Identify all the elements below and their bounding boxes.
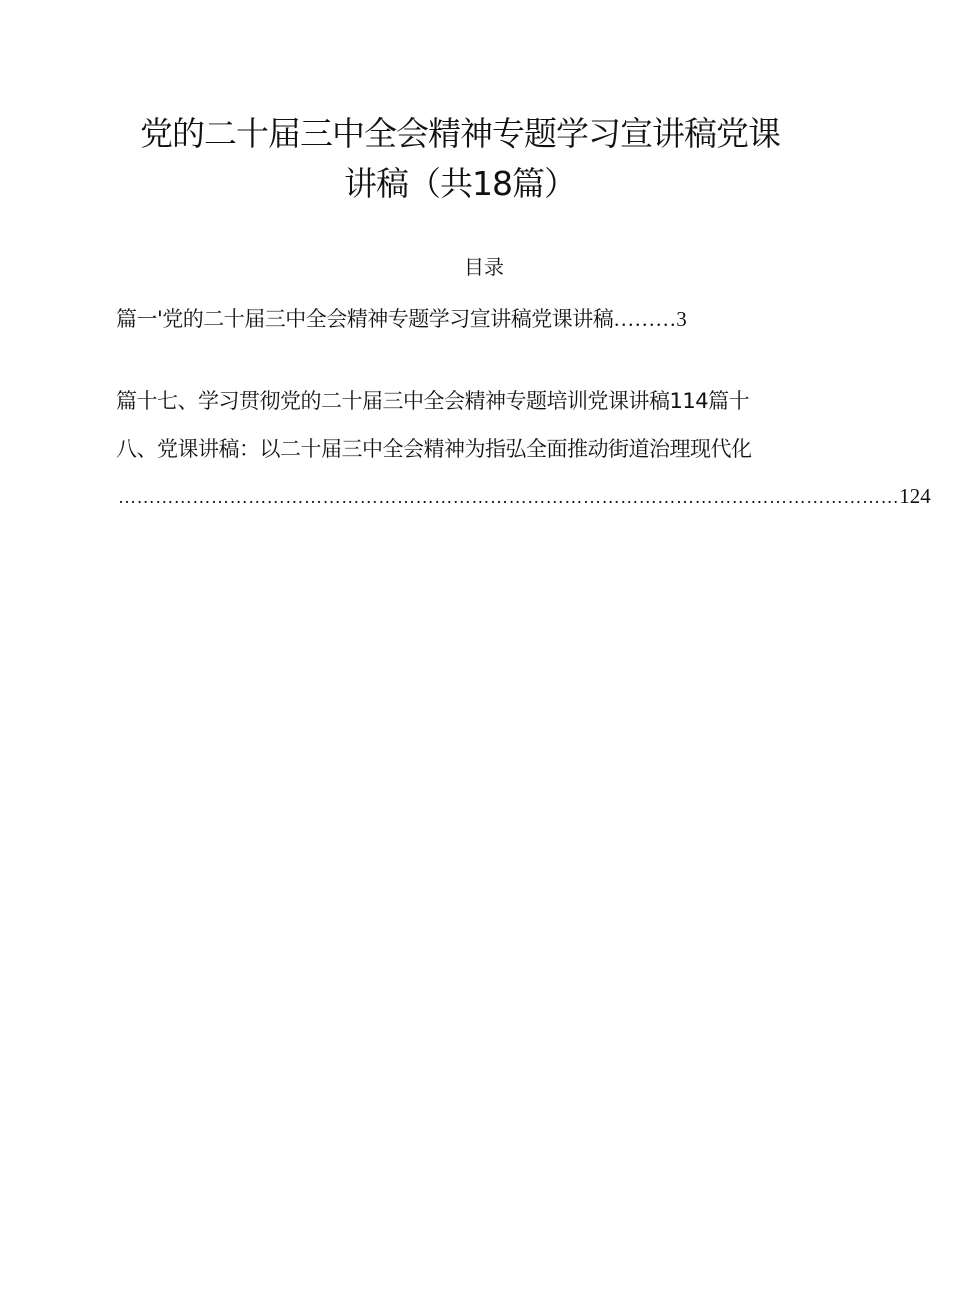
toc-entry-2-line-1[interactable]: 篇十七、学习贯彻党的二十届三中全会精神专题培训党课讲稿114篇十 — [116, 389, 750, 413]
document-title-line-1: 党的二十届三中全会精神专题学习宣讲稿党课 — [140, 114, 780, 153]
toc-entry-1[interactable] — [116, 304, 687, 334]
toc-entry-1-leader: ……… — [613, 307, 677, 331]
toc-entry-2-leader-line[interactable] — [118, 481, 931, 512]
document-title-line-2: 讲稿（共18篇） — [344, 164, 576, 203]
toc-heading: 目录 — [464, 255, 504, 279]
toc-entry-1-page: 3 — [676, 307, 687, 331]
toc-entry-2-leader: ……………………………………………………………………………………………………………… — [118, 487, 900, 507]
toc-entry-2-page: 124 — [899, 484, 931, 508]
toc-entry-2-line-2[interactable]: 八、党课讲稿：以二十届三中全会精神为指弘全面推动街道治理现代化 — [116, 437, 752, 461]
toc-entry-1-text: 篇一'党的二十届三中全会精神专题学习宣讲稿党课讲稿 — [116, 307, 614, 331]
